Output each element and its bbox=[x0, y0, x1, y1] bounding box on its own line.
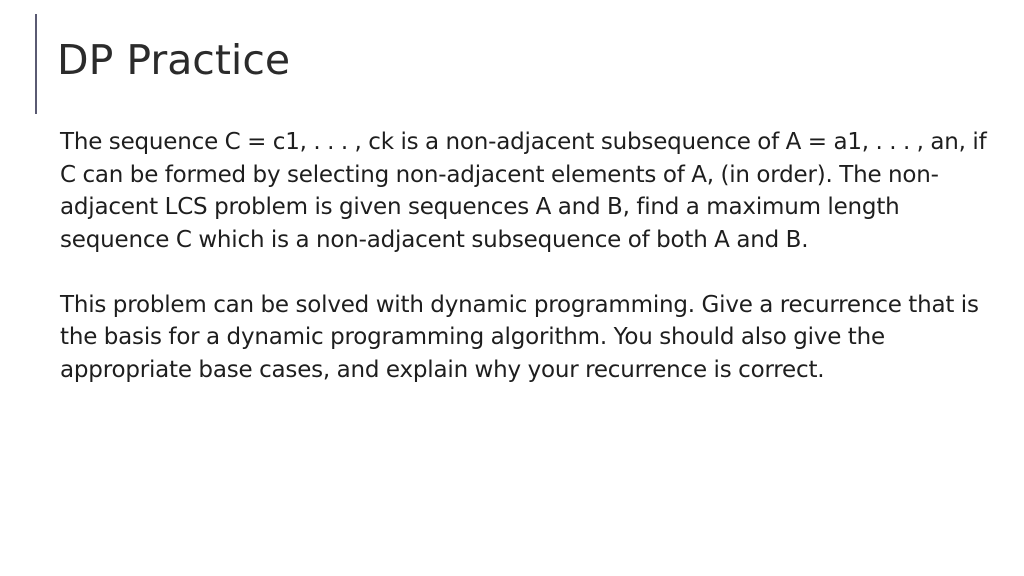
title-accent-bar bbox=[35, 14, 37, 114]
slide-body bbox=[60, 126, 990, 386]
slide-title: DP Practice bbox=[57, 36, 291, 84]
body-paragraph-problem-definition: The sequence C = c1, . . . , ck is a non-adjacent subsequence of A = a1, . . . , an, if C can be formed by selecting non-adjacent elements of A, (in order). The non-adjacent LCS problem is given sequences A and B, find a maximum length sequence C which is a non-adjacent subsequence of both A and B. bbox=[60, 129, 987, 253]
body-paragraph-task: This problem can be solved with dynamic programming. Give a recurrence that is the basis for a dynamic programming algorithm. You should also give the appropriate base cases, and explain why your recurrence is correct. bbox=[60, 291, 979, 383]
